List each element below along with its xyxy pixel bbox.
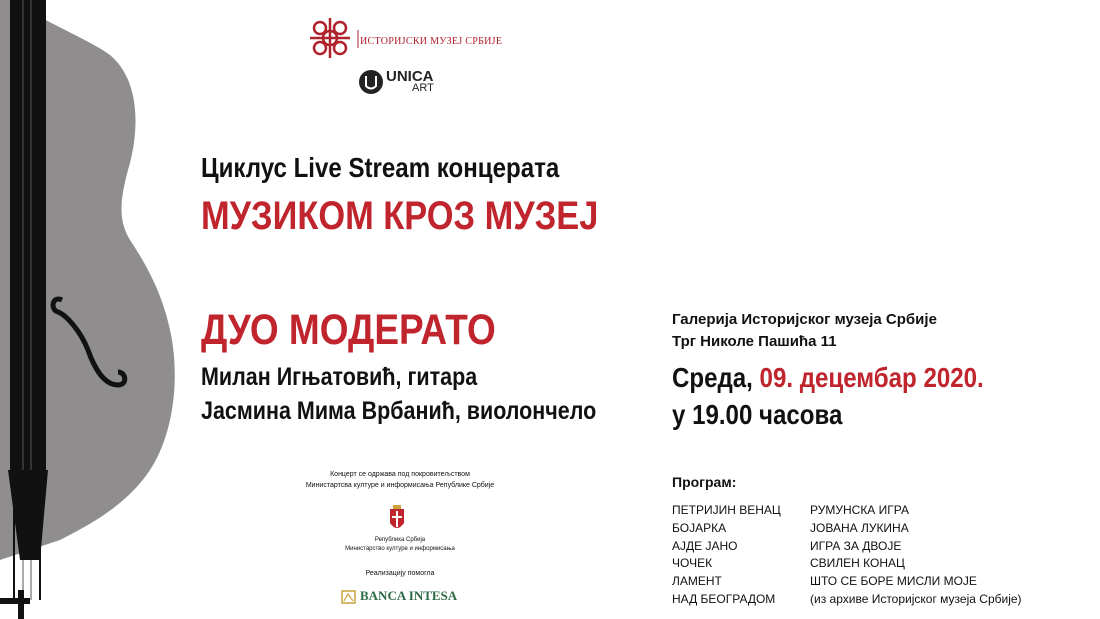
- realized-by: Реализацију помогла: [365, 570, 435, 577]
- performer-1: Милан Игњатовић, гитара: [201, 363, 478, 391]
- museum-name: ИСТОРИЈСКИ МУЗЕЈ СРБИЈЕ: [360, 36, 503, 47]
- unica-wordmark: UNICA: [386, 68, 434, 85]
- coat-of-arms-icon: [386, 505, 408, 535]
- venue-address: Трг Николе Пашића 11: [672, 333, 837, 350]
- program-list-right: [810, 502, 1022, 609]
- program-item: ПЕТРИЈИН ВЕНАЦ: [672, 503, 781, 517]
- venue-name: Галерија Историјског музеја Србије: [672, 311, 937, 328]
- ministry-line-1: Република Србија: [374, 537, 426, 543]
- program-item: ЈОВАНА ЛУКИНА: [810, 520, 909, 535]
- program-item: ШТО СЕ БОРЕ МИСЛИ МОЈЕ: [810, 574, 977, 589]
- event-date: [672, 362, 984, 394]
- program-item: БОЈАРКА: [672, 520, 727, 535]
- program-heading: Програм:: [672, 474, 737, 490]
- ministry-line-2: Министарство културе и информисања: [345, 546, 455, 552]
- cello-illustration: [0, 0, 200, 619]
- event-time: у 19.00 часова: [672, 399, 843, 430]
- program-item: РУМУНСКА ИГРА: [810, 503, 909, 517]
- program-item: СВИЛЕН КОНАЦ: [810, 556, 905, 571]
- program-item: ИГРА ЗА ДВОЈЕ: [810, 538, 902, 553]
- program-note: (из архиве Историјског музеја Србије): [810, 591, 1022, 606]
- program-item: ЧОЧЕК: [672, 556, 713, 571]
- date-value: 09. децембар 2020.: [759, 362, 984, 393]
- sponsor-name: BANCA INTESA: [360, 588, 458, 603]
- program-item: ЛАМЕНТ: [672, 574, 722, 589]
- weekday: Среда,: [672, 362, 753, 393]
- art-wordmark: ART: [412, 82, 434, 94]
- program-item: НАД БЕОГРАДОМ: [672, 591, 776, 606]
- program-item: АЈДЕ ЈАНО: [672, 538, 738, 553]
- event-title: МУЗИКОМ КРОЗ МУЗЕЈ: [201, 194, 599, 238]
- series-title: Циклус Live Stream концерата: [201, 152, 560, 183]
- program-list-left: [672, 502, 781, 609]
- patronage-line-1: Концерт се одржава под покровитељством: [330, 471, 470, 478]
- ensemble-name: ДУО МОДЕРАТО: [201, 306, 496, 354]
- patronage-line-2: Министартсва културе и информисања Републике Србије: [305, 482, 495, 489]
- performer-2: Јасмина Мима Врбанић, виолончело: [201, 397, 597, 425]
